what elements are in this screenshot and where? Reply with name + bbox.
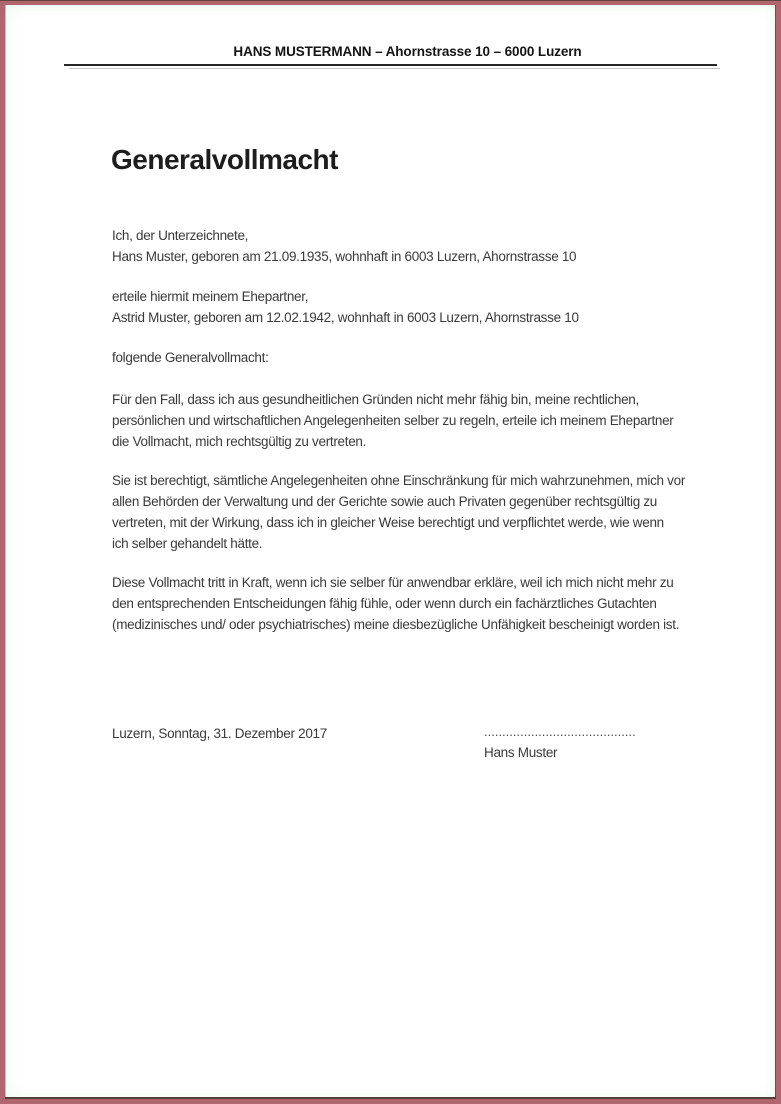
text-line: Für den Fall, dass ich aus gesundheitlichen Gründen nicht mehr fähig bin, meine rechtlichen, [112,392,639,407]
text-line: Hans Muster, geboren am 21.09.1935, wohnhaft in 6003 Luzern, Ahornstrasse 10 [112,249,577,264]
paragraph-scope [112,389,674,452]
signature-line: .......................................... [484,724,636,739]
paragraph-principal [112,225,576,267]
text-line: Sie ist berechtigt, sämtliche Angelegenheiten ohne Einschränkung für mich wahrzunehmen, mich vor [112,473,686,488]
signature-block [484,726,636,763]
letterhead [64,44,717,66]
text-line: den entsprechenden Entscheidungen fähig fühle, oder wenn durch ein fachärztliches Gutachten [112,596,657,611]
signature-name: Hans Muster [484,745,558,760]
place-and-date: Luzern, Sonntag, 31. Dezember 2017 [112,726,327,741]
text-line: Astrid Muster, geboren am 12.02.1942, wohnhaft in 6003 Luzern, Ahornstrasse 10 [112,310,579,325]
text-line: Ich, der Unterzeichnete, [112,228,249,243]
text-line: persönlichen und wirtschaftlichen Angelegenheiten selber zu regeln, erteile ich meinem Ehepartner [112,413,674,428]
letterhead-text: HANS MUSTERMANN – Ahornstrasse 10 – 6000 Luzern [233,44,582,59]
text-line: (medizinisches und/ oder psychiatrisches) meine diesbezügliche Unfähigkeit bescheinigt worden ist. [112,617,680,632]
text-line: folgende Generalvollmacht: [112,350,269,365]
text-line: ich selber gehandelt hätte. [112,536,263,551]
paragraph-authority [112,470,685,554]
text-line: allen Behörden der Verwaltung und der Gerichte sowie auch Privaten gegenüber rechtsgültig zu [112,494,658,509]
page-border-top-line [0,0,781,1]
paragraph-lead-in [112,347,269,368]
text-line: die Vollmacht, mich rechtsgültig zu vertreten. [112,434,367,449]
paragraph-grantee [112,286,579,328]
document-title: Generalvollmacht [111,144,338,175]
text-line: erteile hiermit meinem Ehepartner, [112,289,309,304]
text-line: Diese Vollmacht tritt in Kraft, wenn ich sie selber für anwendbar erkläre, weil ich mich nicht mehr zu [112,575,674,590]
text-line: vertreten, mit der Wirkung, dass ich in gleicher Weise berechtigt und verpflichtet werde, wie wenn [112,515,664,530]
paragraph-activation [112,572,679,635]
